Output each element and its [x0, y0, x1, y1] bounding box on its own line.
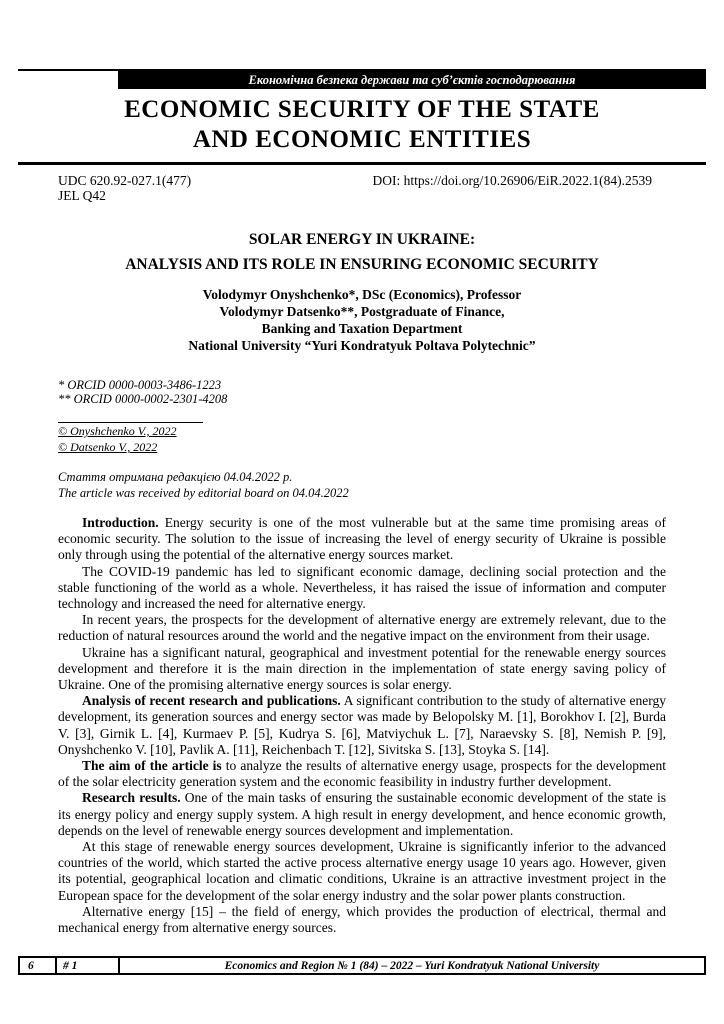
body-paragraph	[58, 839, 666, 904]
jel-code: JEL Q42	[58, 188, 106, 203]
paragraph-text: Ukraine has a significant natural, geographical and investment potential for the renewable energy sources development and therefore it is the main direction in the implementation of state energy saving policy of Ukraine. One of the promising alternative energy sources is solar energy.	[58, 644, 666, 693]
paragraph-text: One of the main tasks of ensuring the sustainable economic development of the state is its energy policy and energy supply system. A high result in energy development, and hence economic growth, depends on the level of renewable energy sources development and implementation.	[58, 790, 666, 838]
paragraph-text: to analyze the results of alternative energy usage, prospects for the development of the solar electricity generation system and the economic feasibility in industry further development.	[58, 758, 666, 790]
doi-text: DOI: https://doi.org/10.26906/EiR.2022.1(84).2539	[372, 173, 652, 188]
body-paragraph	[58, 758, 666, 790]
paragraph-text: The COVID-19 pandemic has led to significant economic damage, declining social protection and the stable functioning of the world as a whole. Nevertheless, it has raised the issue of information and computer technology and increased the need for alternative energy.	[58, 563, 666, 612]
author-line: Volodymyr Onyshchenko*, DSc (Economics), Professor	[202, 287, 522, 302]
paragraph-text: A significant contribution to the study of alternative energy development, its generation sources and energy sector was made by Belopolsky M. [1], Borokhov I. [2], Burda V. [3], Girnik L. [4], Kurmaev P. [5], Kudrya S. [6], Matviychuk L. [7], Naraevsky S. [8], Nemish P. [9], Onyshchenko V. [10], Pavlik A. [11], Reichenbach T. [12], Sivitska S. [13], Stoyka S. [14].	[58, 693, 667, 757]
section-title-line1: ECONOMIC SECURITY OF THE STATE	[124, 96, 600, 123]
journal-section-banner-text: Економічна безпека держави та суб’єктів господарювання	[248, 72, 576, 87]
paragraph-lead: Research results.	[82, 790, 181, 806]
paragraph-lead: The aim of the article is	[82, 758, 222, 774]
journal-footer-info: Economics and Region № 1 (84) – 2022 – Yuri Kondratyuk National University	[224, 959, 600, 972]
copyright-line: © Onyshchenko V., 2022	[58, 424, 177, 438]
received-block	[58, 469, 666, 501]
udc-code: UDC 620.92-027.1(477)	[58, 173, 192, 188]
issue-number: # 1	[57, 958, 120, 973]
author-line: Volodymyr Datsenko**, Postgraduate of Finance,	[219, 304, 505, 319]
body-paragraph	[58, 645, 666, 694]
body-paragraph	[58, 564, 666, 613]
paragraph-text: Alternative energy [15] – the field of energy, which provides the production of electrical, thermal and mechanical energy from alternative energy sources.	[58, 903, 666, 936]
article-title-line1: SOLAR ENERGY IN UKRAINE:	[248, 231, 476, 248]
author-line: National University “Yuri Kondratyuk Poltava Polytechnic”	[188, 338, 536, 353]
body-paragraph	[58, 612, 666, 644]
body-paragraph	[58, 790, 666, 839]
orcid-block	[58, 378, 666, 406]
journal-section-banner	[118, 71, 706, 89]
body-paragraph	[58, 693, 666, 758]
article-meta-row	[58, 173, 666, 203]
section-title-line2: AND ECONOMIC ENTITIES	[192, 126, 532, 153]
udc-jel-block	[58, 173, 191, 203]
article-title	[18, 227, 706, 277]
header-divider-rule	[18, 162, 706, 165]
paragraph-text: At this stage of renewable energy sources development, Ukraine is significantly inferior to the advanced countries of the world, which started the active process alternative energy usage 10 years ago. However, given its potential, geographical location and climatic conditions, Ukraine is an attractive investment project in the European space for the development of the solar energy industry and the solar power plants construction.	[58, 839, 666, 903]
paragraph-lead: Analysis of recent research and publications.	[82, 693, 341, 709]
article-title-line2: ANALYSIS AND ITS ROLE IN ENSURING ECONOMIC SECURITY	[125, 256, 599, 273]
article-body	[58, 515, 666, 936]
paragraph-lead: Introduction.	[82, 515, 159, 530]
body-paragraph	[58, 515, 666, 564]
section-title	[18, 95, 706, 155]
author-line: Banking and Taxation Department	[261, 321, 463, 336]
orcid-line: ** ORCID 0000-0002-2301-4208	[58, 392, 228, 406]
copyright-line: © Datsenko V., 2022	[58, 440, 158, 454]
received-date-uk: Стаття отримана редакцією 04.04.2022 р.	[58, 470, 293, 484]
paragraph-text: In recent years, the prospects for the development of alternative energy are extremely relevant, due to the reduction of natural resources around the world and the negative impact on the environment from their usage.	[58, 612, 666, 644]
received-date-en: The article was received by editorial board on 04.04.2022	[58, 486, 349, 500]
authors-block	[18, 286, 706, 354]
body-paragraph	[58, 904, 666, 936]
top-rule	[18, 69, 706, 89]
paragraph-text: Energy security is one of the most vulnerable but at the same time promising areas of economic security. The solution to the issue of increasing the level of energy security of Ukraine is possible only through using the potential of the alternative energy sources market.	[58, 515, 666, 563]
copyright-block	[58, 422, 666, 455]
page-footer	[18, 956, 706, 975]
page-number: 6	[20, 958, 57, 973]
orcid-line: * ORCID 0000-0003-3486-1223	[58, 378, 222, 392]
